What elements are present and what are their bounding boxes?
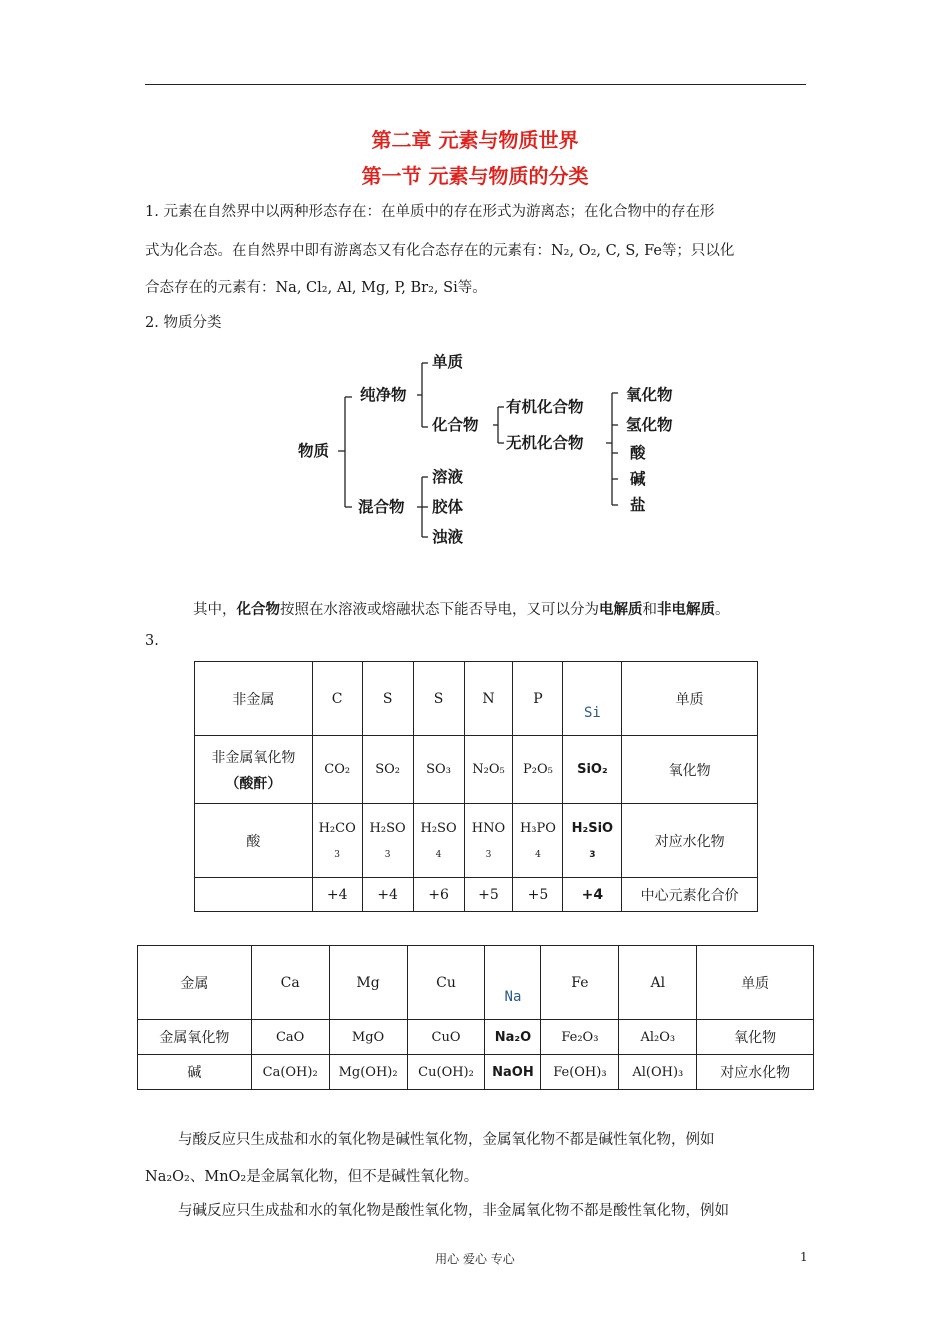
- table-cell: 非金属氧化物 （酸酐）: [195, 736, 313, 804]
- table-cell: H₃PO 4: [513, 804, 563, 878]
- chapter-title: 第二章 元素与物质世界: [371, 128, 579, 152]
- table-cell: Fe: [541, 946, 619, 1020]
- table-cell: Si: [563, 662, 622, 736]
- table-row: [138, 1055, 814, 1090]
- footer-text: 用心 爱心 专心: [435, 1252, 515, 1266]
- table-cell: 对应水化物: [697, 1055, 814, 1090]
- header-rule: [145, 84, 806, 85]
- paragraph-6: 与碱反应只生成盐和水的氧化物是酸性氧化物，非金属氧化物不都是酸性氧化物，例如: [178, 1203, 729, 1219]
- table-cell: CO₂: [312, 736, 362, 804]
- table-cell: 非金属: [195, 662, 313, 736]
- keyword-electrolyte: 电解质: [599, 602, 643, 618]
- paragraph-4: 3.: [145, 633, 159, 649]
- table-row: [138, 946, 814, 1020]
- classification-tree: [290, 345, 710, 555]
- table-cell: 单质: [622, 662, 758, 736]
- tree-pure-substance: 纯净物: [360, 386, 407, 404]
- table-cell: P: [513, 662, 563, 736]
- tree-hydride: 氢化物: [626, 416, 673, 434]
- table-cell: Al: [619, 946, 697, 1020]
- table-row: [195, 736, 758, 804]
- table-cell: 中心元素化合价: [622, 878, 758, 912]
- table-cell: H₂SO 3: [362, 804, 413, 878]
- paragraph-2: 2. 物质分类: [145, 315, 222, 331]
- table-cell: Fe(OH)₃: [541, 1055, 619, 1090]
- table-cell: MgO: [329, 1020, 407, 1055]
- table-cell: +4: [563, 878, 622, 912]
- tree-solution: 溶液: [432, 468, 464, 486]
- table-cell: S: [362, 662, 413, 736]
- nonmetal-table: [194, 661, 758, 912]
- table-cell: +6: [413, 878, 464, 912]
- tree-base: 碱: [630, 470, 646, 488]
- table-cell: Na: [485, 946, 541, 1020]
- table-cell: +5: [513, 878, 563, 912]
- keyword-nonelectrolyte: 非电解质: [657, 602, 715, 618]
- table-cell: C: [312, 662, 362, 736]
- table-cell: 碱: [138, 1055, 252, 1090]
- table-cell: H₂SiO 3: [563, 804, 622, 878]
- table-cell: Cu: [407, 946, 485, 1020]
- table-cell: S: [413, 662, 464, 736]
- table-cell: N: [464, 662, 513, 736]
- table-cell: 金属: [138, 946, 252, 1020]
- paragraph-1-line-1: 1. 元素在自然界中以两种形态存在：在单质中的存在形式为游离态；在化合物中的存在形: [145, 204, 715, 220]
- table-cell: 金属氧化物: [138, 1020, 252, 1055]
- table-cell: SiO₂: [563, 736, 622, 804]
- table-cell: Cu(OH)₂: [407, 1055, 485, 1090]
- tree-turbid-liquid: 浊液: [432, 528, 464, 546]
- table-cell: H₂CO 3: [312, 804, 362, 878]
- paragraph-1-line-3: 合态存在的元素有：Na, Cl₂, Al, Mg, P, Br₂, Si等。: [145, 280, 487, 296]
- table-cell: Mg(OH)₂: [329, 1055, 407, 1090]
- table-cell: Al₂O₃: [619, 1020, 697, 1055]
- tree-organic: 有机化合物: [506, 398, 584, 416]
- paragraph-5-line-1: 与酸反应只生成盐和水的氧化物是碱性氧化物，金属氧化物不都是碱性氧化物，例如: [178, 1132, 715, 1148]
- section-title: 第一节 元素与物质的分类: [361, 164, 589, 188]
- table-cell: SO₂: [362, 736, 413, 804]
- tree-mixture: 混合物: [358, 498, 405, 516]
- table-row: [195, 662, 758, 736]
- tree-salt: 盐: [630, 496, 646, 514]
- table-cell: Ca: [251, 946, 329, 1020]
- table-row: [195, 878, 758, 912]
- tree-colloid: 胶体: [432, 498, 464, 516]
- table-row: [138, 1020, 814, 1055]
- keyword-compound: 化合物: [236, 602, 280, 618]
- table-cell: SO₃: [413, 736, 464, 804]
- paragraph-1-line-2: 式为化合态。在自然界中即有游离态又有化合态存在的元素有：N₂, O₂, C, S, Fe等；只以化: [145, 243, 735, 259]
- table-cell: +4: [362, 878, 413, 912]
- paragraph-5-line-2: Na₂O₂、MnO₂是金属氧化物，但不是碱性氧化物。: [145, 1169, 479, 1185]
- table-cell: [195, 878, 313, 912]
- table-cell: Ca(OH)₂: [251, 1055, 329, 1090]
- table-cell: NaOH: [485, 1055, 541, 1090]
- tree-compound: 化合物: [432, 416, 479, 434]
- table-cell: CaO: [251, 1020, 329, 1055]
- table-cell: Na₂O: [485, 1020, 541, 1055]
- tree-brackets: [290, 345, 710, 555]
- table-cell: 对应水化物: [622, 804, 758, 878]
- table-cell: +5: [464, 878, 513, 912]
- tree-oxide: 氧化物: [626, 386, 673, 404]
- table-cell: 单质: [697, 946, 814, 1020]
- table-cell: CuO: [407, 1020, 485, 1055]
- table-cell: HNO 3: [464, 804, 513, 878]
- table-cell: Mg: [329, 946, 407, 1020]
- tree-acid: 酸: [630, 444, 646, 462]
- table-row: [195, 804, 758, 878]
- table-cell: 氧化物: [697, 1020, 814, 1055]
- table-cell: N₂O₅: [464, 736, 513, 804]
- paragraph-3: 其中，化合物按照在水溶液或熔融状态下能否导电，又可以分为电解质和非电解质。: [193, 602, 730, 618]
- table-cell: Fe₂O₃: [541, 1020, 619, 1055]
- tree-inorganic: 无机化合物: [506, 434, 584, 452]
- tree-element-substance: 单质: [432, 353, 464, 371]
- table-cell: +4: [312, 878, 362, 912]
- table-cell: Al(OH)₃: [619, 1055, 697, 1090]
- tree-root: 物质: [298, 442, 330, 460]
- page-number: 1: [800, 1250, 808, 1264]
- metal-table: [137, 945, 814, 1090]
- table-cell: H₂SO 4: [413, 804, 464, 878]
- table-cell: 酸: [195, 804, 313, 878]
- table-cell: 氧化物: [622, 736, 758, 804]
- table-cell: P₂O₅: [513, 736, 563, 804]
